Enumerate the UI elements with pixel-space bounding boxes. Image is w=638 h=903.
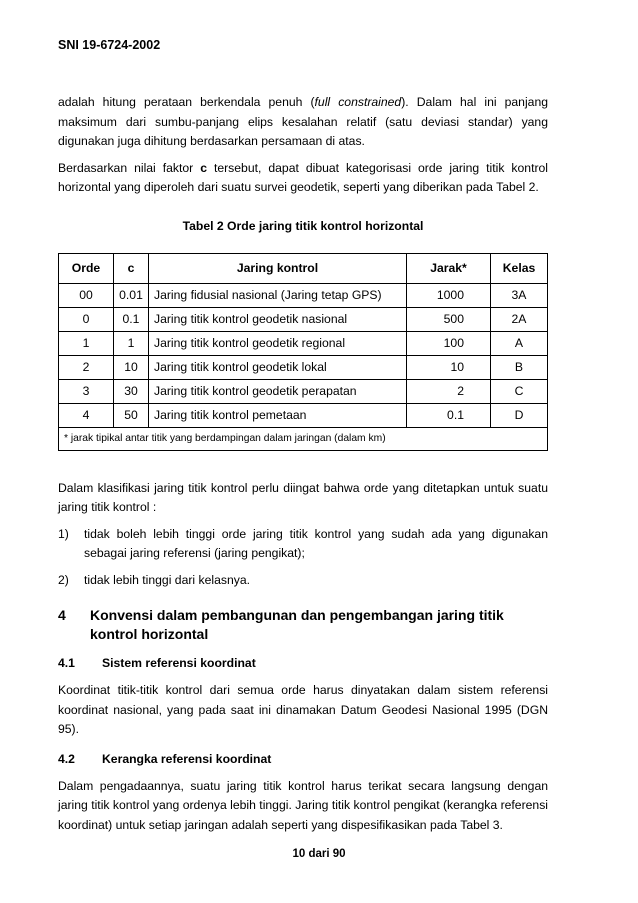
page-number: 10 dari 90 [292,848,346,860]
cell-kelas: D [491,403,548,427]
section-4-heading [58,606,548,644]
table-note-row [59,427,548,450]
column-header: Kelas [491,253,548,283]
cell-jaring: Jaring titik kontrol pemetaan [149,403,407,427]
para2-text-b: tersebut, dapat dibuat kategorisasi orde jaring titik kontrol horizontal yang diperoleh dari suatu survei geodetik, seperti yang diberikan pada Tabel 2. [58,160,549,194]
list-text: tidak lebih tinggi dari kelasnya. [84,572,250,587]
cell-kelas: C [491,379,548,403]
column-header: Orde [59,253,114,283]
section-title: Kerangka referensi koordinat [102,751,272,766]
cell-c: 0.01 [114,283,149,307]
cell-orde: 3 [59,379,114,403]
cell-orde: 1 [59,331,114,355]
section-4-1-heading [58,654,548,672]
cell-c: 30 [114,379,149,403]
section-number: 4.1 [58,656,75,670]
list-item [58,571,548,591]
table-row [59,379,548,403]
cell-jarak: 500 [407,307,491,331]
paragraph-1 [58,93,548,152]
table-row [59,307,548,331]
cell-jarak: 100 [407,331,491,355]
section-title: Konvensi dalam pembangunan dan pengembangan jaring titik kontrol horizontal [90,607,504,642]
column-header: Jarak* [407,253,491,283]
para2-bold: c [200,160,207,175]
cell-c: 10 [114,355,149,379]
paragraph-5: Dalam pengadaannya, suatu jaring titik kontrol harus terikat secara langsung dengan jaring titik kontrol yang ordenya lebih tinggi. Jaring titik kontrol pengikat (kerangka referensi koordinat) untuk setiap jaringan adalah seperti yang dispesifikasikan pada Tabel 3. [58,778,548,832]
cell-jaring: Jaring titik kontrol geodetik regional [149,331,407,355]
page-content [58,93,548,842]
cell-jarak: 1000 [407,283,491,307]
cell-orde: 00 [59,283,114,307]
cell-kelas: 3A [491,283,548,307]
cell-kelas: A [491,331,548,355]
cell-jarak: 2 [407,379,491,403]
table-row [59,403,548,427]
list-number: 2) [58,572,69,587]
paragraph-3: Dalam klasifikasi jaring titik kontrol perlu diingat bahwa orde yang ditetapkan untuk suatu jaring titik kontrol : [58,480,548,514]
cell-jaring: Jaring titik kontrol geodetik perapatan [149,379,407,403]
list-number: 1) [58,526,69,541]
cell-jarak: 0.1 [407,403,491,427]
section-title: Sistem referensi koordinat [102,656,256,670]
column-header: Jaring kontrol [149,253,407,283]
section-number: 4.2 [58,751,75,766]
para1-text-b: ). Dalam hal ini panjang maksimum dari sumbu-panjang elips kesalahan relatif (satu deviasi standar) yang digunakan juga dihitung berdasarkan persamaan di atas. [58,95,549,148]
cell-orde: 4 [59,403,114,427]
table-row [59,283,548,307]
para1-emphasis: full constrained [314,95,402,109]
column-header: c [114,253,149,283]
cell-kelas: B [491,355,548,379]
table-row [59,355,548,379]
cell-jarak: 10 [407,355,491,379]
list-text: tidak boleh lebih tinggi orde jaring titik kontrol yang sudah ada yang digunakan sebagai jaring referensi (jaring pengikat); [84,526,548,560]
cell-kelas: 2A [491,307,548,331]
cell-c: 1 [114,331,149,355]
table-row [59,331,548,355]
cell-jaring: Jaring fidusial nasional (Jaring tetap GPS) [149,283,407,307]
paragraph-2 [58,159,548,198]
document-header: SNI 19-6724-2002 [58,38,161,52]
list-item [58,525,548,564]
cell-c: 50 [114,403,149,427]
orde-table [58,253,548,451]
cell-jaring: Jaring titik kontrol geodetik nasional [149,307,407,331]
para1-text-a: adalah hitung perataan berkendala penuh ( [58,95,315,109]
cell-orde: 0 [59,307,114,331]
table-caption: Tabel 2 Orde jaring titik kontrol horizontal [182,218,424,233]
table-header-row [59,253,548,283]
paragraph-4: Koordinat titik-titik kontrol dari semua orde harus dinyatakan dalam sistem referensi koordinat nasional, yang pada saat ini dinamakan Datum Geodesi Nasional 1995 (DGN 95). [58,683,548,736]
section-4-2-heading [58,750,548,768]
section-number: 4 [58,607,66,623]
para2-text-a: Berdasarkan nilai faktor [58,160,201,175]
cell-c: 0.1 [114,307,149,331]
cell-jaring: Jaring titik kontrol geodetik lokal [149,355,407,379]
table-note: * jarak tipikal antar titik yang berdampingan dalam jaringan (dalam km) [59,427,548,450]
cell-orde: 2 [59,355,114,379]
